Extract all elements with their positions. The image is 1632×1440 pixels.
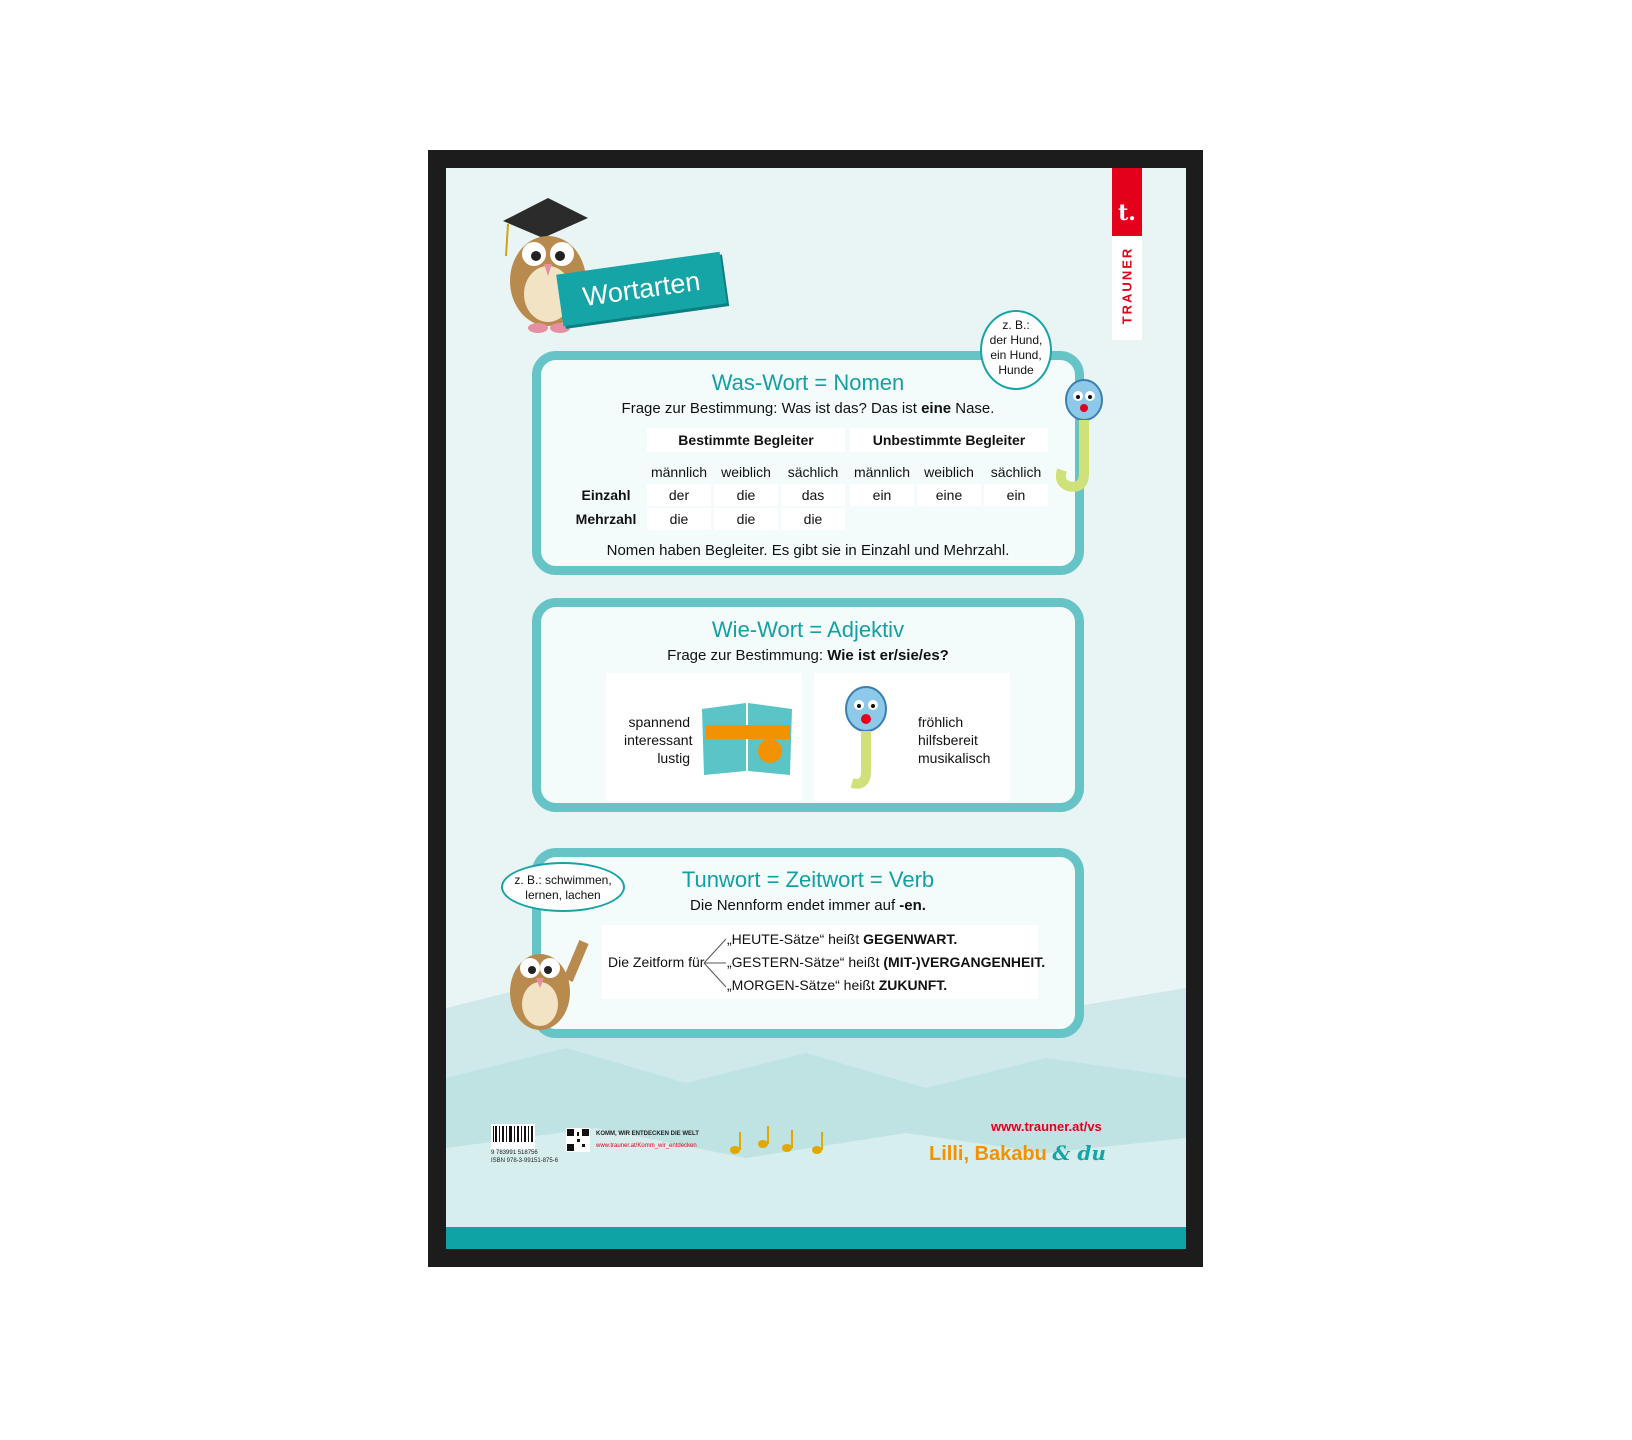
gender-header: weiblich xyxy=(721,464,771,480)
bottom-bar xyxy=(446,1227,1186,1249)
adjektiv-panel xyxy=(532,598,1084,812)
table-cell: eine xyxy=(917,484,981,506)
music-notes-icon xyxy=(729,1124,829,1158)
tense-line-past: „GESTERN-Sätze“ heißt (MIT-)VERGANGENHEIT. xyxy=(727,954,1046,970)
poster xyxy=(446,168,1186,1249)
indefinite-articles-header: Unbestimmte Begleiter xyxy=(850,428,1048,452)
table-cell: die xyxy=(714,484,778,506)
gender-header: männlich xyxy=(650,464,708,480)
row-label-singular: Einzahl xyxy=(581,487,631,503)
verb-heading: Tunwort = Zeitwort = Verb xyxy=(681,867,935,892)
verb-rule: Die Nennform endet immer auf -en. xyxy=(690,897,926,914)
table-cell: der xyxy=(647,484,711,506)
footer-url: www.trauner.at/vs xyxy=(991,1119,1102,1134)
barcode-digits: 9 783991 518756 xyxy=(491,1150,538,1156)
series-url: www.trauner.at/Komm_wir_entdecken xyxy=(596,1143,697,1149)
table-cell: ein xyxy=(984,484,1048,506)
table-cell: die xyxy=(647,508,711,530)
brand-logo: Lilli, Bakabu & du xyxy=(929,1141,1106,1165)
gender-header: männlich xyxy=(853,464,911,480)
owl-mascot-icon xyxy=(496,928,596,1038)
worm-character-icon xyxy=(834,683,900,795)
publisher-name: TRAUNER xyxy=(1119,246,1135,325)
definite-articles-header: Bestimmte Begleiter xyxy=(647,428,845,452)
table-cell: ein xyxy=(850,484,914,506)
isbn: ISBN 978-3-99151-875-6 xyxy=(491,1158,559,1164)
gender-header: weiblich xyxy=(924,464,974,480)
adjektiv-heading: Wie-Wort = Adjektiv xyxy=(711,617,905,642)
barcode-icon xyxy=(491,1124,535,1150)
tense-box xyxy=(602,925,1046,999)
tense-label: Die Zeitform für xyxy=(608,954,705,970)
tense-line-future: „MORGEN-Sätze“ heißt ZUKUNFT. xyxy=(727,977,948,993)
gender-header: sächlich xyxy=(787,464,839,480)
nomen-example-bubble: z. B.: der Hund, ein Hund, Hunde xyxy=(980,310,1052,390)
open-book-icon xyxy=(700,699,794,777)
bracket-lines xyxy=(702,935,728,991)
row-label-plural: Mehrzahl xyxy=(575,511,637,527)
series-name: KOMM, WIR ENTDECKEN DIE WELT xyxy=(596,1131,699,1137)
publisher-mark: t. xyxy=(1112,168,1142,236)
character-example-card xyxy=(814,673,1010,801)
book-example-card xyxy=(606,673,802,801)
table-cell: das xyxy=(781,484,845,506)
verb-example-bubble: z. B.: schwimmen, lernen, lachen xyxy=(501,862,625,912)
table-cell: die xyxy=(781,508,845,530)
book-adjectives: spannend interessant lustig xyxy=(624,714,693,766)
publisher-tag xyxy=(1112,168,1142,340)
gender-header: sächlich xyxy=(990,464,1042,480)
tense-line-present: „HEUTE-Sätze“ heißt GEGENWART. xyxy=(727,931,958,947)
nomen-heading: Was-Wort = Nomen xyxy=(711,370,905,395)
nomen-question: Frage zur Bestimmung: Was ist das? Das ist eine Nase. xyxy=(621,400,995,417)
worm-character-icon xyxy=(1056,378,1114,498)
nomen-summary: Nomen haben Begleiter. Es gibt sie in Einzahl und Mehrzahl. xyxy=(606,542,1010,559)
adjektiv-question: Frage zur Bestimmung: Wie ist er/sie/es? xyxy=(667,647,949,664)
qr-code-icon xyxy=(566,1128,590,1152)
character-adjectives: fröhlich hilfsbereit musikalisch xyxy=(918,714,991,766)
poster-title: Wortarten xyxy=(556,252,727,326)
table-cell: die xyxy=(714,508,778,530)
